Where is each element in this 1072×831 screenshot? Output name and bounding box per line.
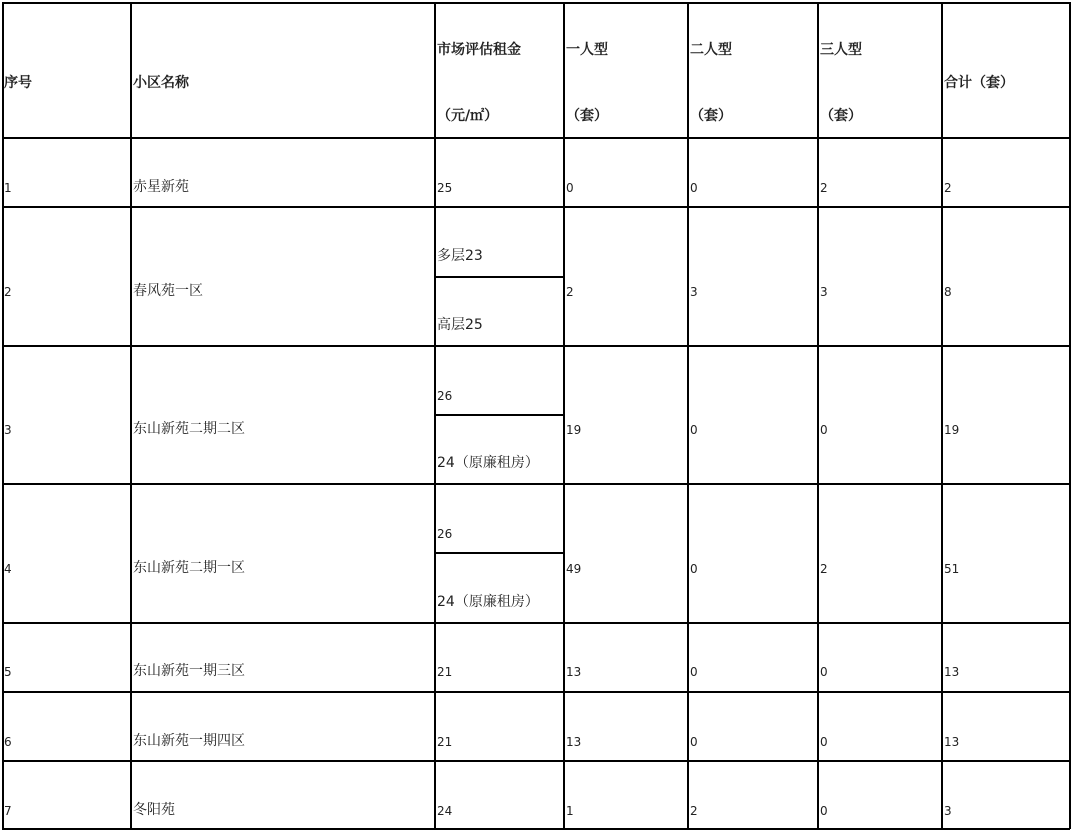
row-border (2, 760, 1070, 762)
row6-rent: 21 (437, 735, 453, 749)
row5-three: 0 (820, 665, 828, 679)
row3-one: 19 (566, 423, 582, 437)
row5-seq: 5 (4, 665, 12, 679)
row4-name: 东山新苑二期一区 (133, 560, 245, 576)
header-rent-line2: （元/㎡） (437, 108, 499, 124)
row3-two: 0 (690, 423, 698, 437)
row4-one: 49 (566, 562, 582, 576)
row6-one: 13 (566, 735, 582, 749)
row7-total: 3 (944, 804, 952, 818)
row1-three: 2 (820, 181, 828, 195)
row-border (2, 828, 1070, 830)
row-border (2, 691, 1070, 693)
rent-subdivider (435, 276, 564, 278)
row1-total: 2 (944, 181, 952, 195)
row-border (2, 622, 1070, 624)
row4-two: 0 (690, 562, 698, 576)
column-border (130, 2, 132, 829)
header-community-name: 小区名称 (133, 75, 189, 91)
header-two-person-line1: 二人型 (690, 42, 732, 58)
column-border (2, 2, 4, 829)
header-three-person-line2: （套） (820, 108, 862, 124)
column-border (941, 2, 943, 829)
row3-seq: 3 (4, 423, 12, 437)
column-border (817, 2, 819, 829)
row3-total: 19 (944, 423, 960, 437)
row2-rent-b: 高层25 (437, 317, 483, 333)
header-total: 合计（套） (944, 75, 1014, 91)
row3-three: 0 (820, 423, 828, 437)
row7-rent: 24 (437, 804, 453, 818)
row1-rent: 25 (437, 181, 453, 195)
row-border (2, 345, 1070, 347)
rent-subdivider (435, 414, 564, 416)
row2-one: 2 (566, 285, 574, 299)
row7-seq: 7 (4, 804, 12, 818)
rent-subdivider (435, 552, 564, 554)
row4-total: 51 (944, 562, 960, 576)
row5-total: 13 (944, 665, 960, 679)
row7-name: 冬阳苑 (133, 802, 175, 818)
header-one-person-line1: 一人型 (566, 42, 608, 58)
row7-three: 0 (820, 804, 828, 818)
row6-seq: 6 (4, 735, 12, 749)
row1-seq: 1 (4, 181, 12, 195)
row5-one: 13 (566, 665, 582, 679)
row3-rent-b: 24（原廉租房） (437, 455, 539, 471)
row4-seq: 4 (4, 562, 12, 576)
row-border (2, 483, 1070, 485)
row1-two: 0 (690, 181, 698, 195)
row-border (2, 2, 1070, 4)
header-seq: 序号 (4, 75, 32, 91)
row6-total: 13 (944, 735, 960, 749)
header-one-person-line2: （套） (566, 108, 608, 124)
row-border (2, 137, 1070, 139)
row1-name: 赤星新苑 (133, 179, 189, 195)
row7-one: 1 (566, 804, 574, 818)
row2-two: 3 (690, 285, 698, 299)
row5-name: 东山新苑一期三区 (133, 663, 245, 679)
row7-two: 2 (690, 804, 698, 818)
header-rent-line1: 市场评估租金 (437, 42, 521, 58)
row6-three: 0 (820, 735, 828, 749)
row4-rent-b: 24（原廉租房） (437, 594, 539, 610)
row6-two: 0 (690, 735, 698, 749)
row-border (2, 206, 1070, 208)
row4-rent-a: 26 (437, 527, 453, 541)
row2-seq: 2 (4, 285, 12, 299)
column-border (687, 2, 689, 829)
row5-rent: 21 (437, 665, 453, 679)
column-border (1069, 2, 1071, 829)
row2-name: 春风苑一区 (133, 283, 203, 299)
row1-one: 0 (566, 181, 574, 195)
row2-rent-a: 多层23 (437, 248, 483, 264)
row2-three: 3 (820, 285, 828, 299)
header-three-person-line1: 三人型 (820, 42, 862, 58)
row5-two: 0 (690, 665, 698, 679)
row3-rent-a: 26 (437, 389, 453, 403)
row6-name: 东山新苑一期四区 (133, 733, 245, 749)
header-two-person-line2: （套） (690, 108, 732, 124)
row3-name: 东山新苑二期二区 (133, 421, 245, 437)
row4-three: 2 (820, 562, 828, 576)
row2-total: 8 (944, 285, 952, 299)
